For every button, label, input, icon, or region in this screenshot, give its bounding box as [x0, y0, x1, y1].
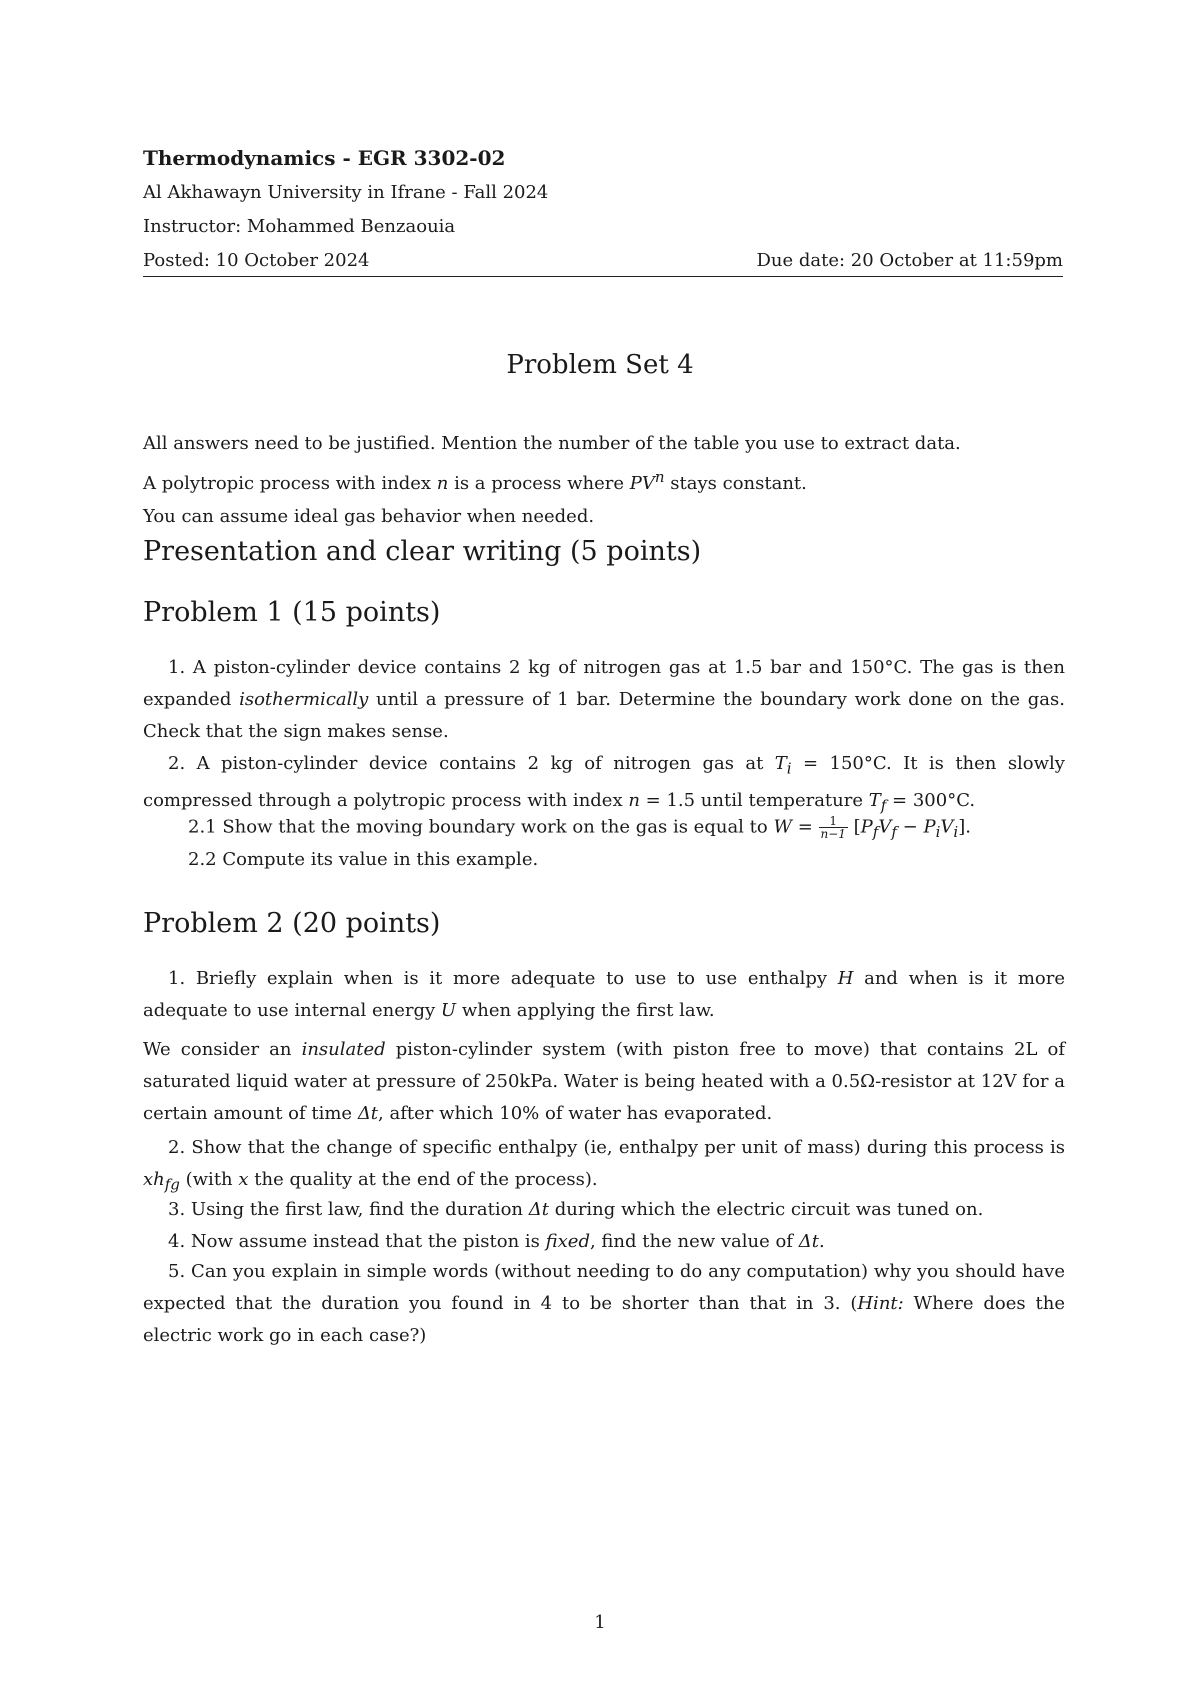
emphasis: isothermically	[239, 689, 369, 710]
math-fraction	[819, 815, 848, 840]
math-n: n	[436, 473, 449, 494]
problem-1-question-2	[143, 748, 1065, 821]
math-v: V	[940, 816, 954, 838]
math-x: x	[238, 1169, 249, 1190]
math-u: U	[440, 1000, 457, 1021]
q-text: 1. Briefly explain when is it more adequate to use to use enthalpy	[168, 968, 838, 989]
intro-text: stays constant.	[664, 473, 807, 494]
q-text: 1. A piston-cylinder device contains 2 kg of nitrogen gas at 1.5 bar and 150°C. The gas is then expanded	[143, 657, 1065, 710]
q-text: = 150°C. It is then slowly compressed through a polytropic process with index	[143, 753, 1065, 811]
intro-notes	[143, 432, 1065, 538]
q-text: .	[818, 1231, 825, 1252]
q-text: , find the new value of	[589, 1231, 799, 1252]
section-heading-problem-2: Problem 2 (20 points)	[143, 908, 441, 939]
math-dt: Δt	[357, 1103, 379, 1124]
math-t: T	[774, 753, 787, 774]
q-text: 2. A piston-cylinder device contains 2 kg of nitrogen gas at	[168, 753, 775, 774]
intro-text: A polytropic process with index	[143, 473, 437, 494]
q-text: during which the electric circuit was tuned on.	[548, 1199, 984, 1220]
math-p: P	[923, 816, 936, 838]
problem-2-question-4	[143, 1226, 1065, 1258]
math-bracket: [	[847, 816, 861, 838]
problem-2-context	[143, 1034, 1065, 1130]
section-heading-problem-1: Problem 1 (15 points)	[143, 597, 441, 628]
section-heading-presentation: Presentation and clear writing (5 points)	[143, 536, 702, 567]
emphasis: fixed	[545, 1231, 590, 1252]
math-subscript: fg	[164, 1175, 180, 1194]
math-dt: Δt	[798, 1231, 819, 1252]
q-text: the quality at the end of the process).	[248, 1169, 598, 1190]
q-text: Where does the electric work go in each case?)	[143, 1293, 1065, 1346]
math-t: T	[868, 789, 881, 811]
q-text: = 1.5 until temperature	[639, 789, 869, 811]
p-text: We consider an	[143, 1039, 302, 1060]
q-text: 5. Can you explain in simple words (without needing to do any computation) why you should have expected that the duration you found in 4 to be shorter than that in 3. (	[143, 1261, 1065, 1314]
fraction-denominator: n−1	[820, 827, 846, 841]
q-text: 3. Using the first law, find the duration	[168, 1199, 529, 1220]
math-subscript: f	[872, 823, 879, 842]
instructor-line: Instructor: Mohammed Benzaouia	[143, 216, 456, 237]
math-subscript: i	[786, 759, 792, 778]
university-line: Al Akhawayn University in Ifrane - Fall 2024	[143, 182, 549, 203]
emphasis: insulated	[301, 1039, 386, 1060]
problem-1-question-1	[143, 652, 1065, 748]
q-text: 2.1 Show that the moving boundary work on the gas is equal to	[188, 816, 774, 838]
q-text: 2. Show that the change of specific enthalpy (ie, enthalpy per unit of mass) during this process is	[168, 1137, 1065, 1158]
p-text: piston-cylinder system (with piston free to move) that contains 2L of saturated liquid water at pressure of 250kPa. Water is being heated with a 0.5Ω-resistor at 12V for a certain amount of time	[143, 1039, 1065, 1124]
math-subscript: f	[880, 796, 887, 815]
problem-1-subquestion-2-1	[188, 815, 971, 844]
intro-line-2	[143, 465, 1065, 496]
document-header	[143, 146, 1063, 277]
course-title: Thermodynamics - EGR 3302-02	[143, 146, 506, 170]
math-subscript: f	[891, 823, 897, 842]
q-text: = 300°C.	[886, 789, 976, 811]
problem-2-question-5	[143, 1256, 1065, 1352]
intro-text: is a process where	[448, 473, 630, 494]
hint-label: Hint:	[857, 1293, 904, 1314]
math-bracket: ].	[958, 816, 971, 838]
posted-date: Posted: 10 October 2024	[143, 250, 370, 271]
page-number: 1	[594, 1612, 606, 1633]
math-minus: −	[896, 816, 924, 838]
math-w: W	[773, 816, 792, 838]
math-subscript: i	[935, 823, 941, 842]
math-exponent: n	[654, 468, 665, 486]
problem-1-subquestion-2-2: 2.2 Compute its value in this example.	[188, 849, 539, 870]
math-xh: xh	[143, 1169, 165, 1190]
math-v: V	[878, 816, 892, 838]
intro-line-3: You can assume ideal gas behavior when needed.	[143, 506, 595, 527]
due-date: Due date: 20 October at 11:59pm	[756, 250, 1063, 271]
q-text: (with	[179, 1169, 239, 1190]
math-pv: PV	[629, 473, 655, 494]
page-title: Problem Set 4	[506, 350, 694, 380]
math-h: H	[837, 968, 854, 989]
problem-2-question-3	[143, 1194, 1065, 1226]
q-text: 4. Now assume instead that the piston is	[168, 1231, 546, 1252]
q-text: when applying the first law.	[456, 1000, 715, 1021]
math-dt: Δt	[528, 1199, 549, 1220]
problem-2-question-2	[143, 1132, 1065, 1201]
math-n: n	[628, 789, 640, 811]
math-eq: =	[791, 816, 819, 838]
problem-2-question-1	[143, 963, 1065, 1027]
dates-row	[143, 250, 1063, 277]
math-subscript: i	[953, 823, 959, 842]
math-p: P	[860, 816, 873, 838]
p-text: , after which 10% of water has evaporated.	[378, 1103, 773, 1124]
q-text: and when is it more adequate to use internal energy	[143, 968, 1065, 1021]
fraction-numerator: 1	[819, 815, 848, 828]
q-text: until a pressure of 1 bar. Determine the boundary work done on the gas. Check that the sign makes sense.	[143, 689, 1065, 742]
intro-line-1: All answers need to be justified. Mention the number of the table you use to extract data.	[143, 433, 961, 454]
